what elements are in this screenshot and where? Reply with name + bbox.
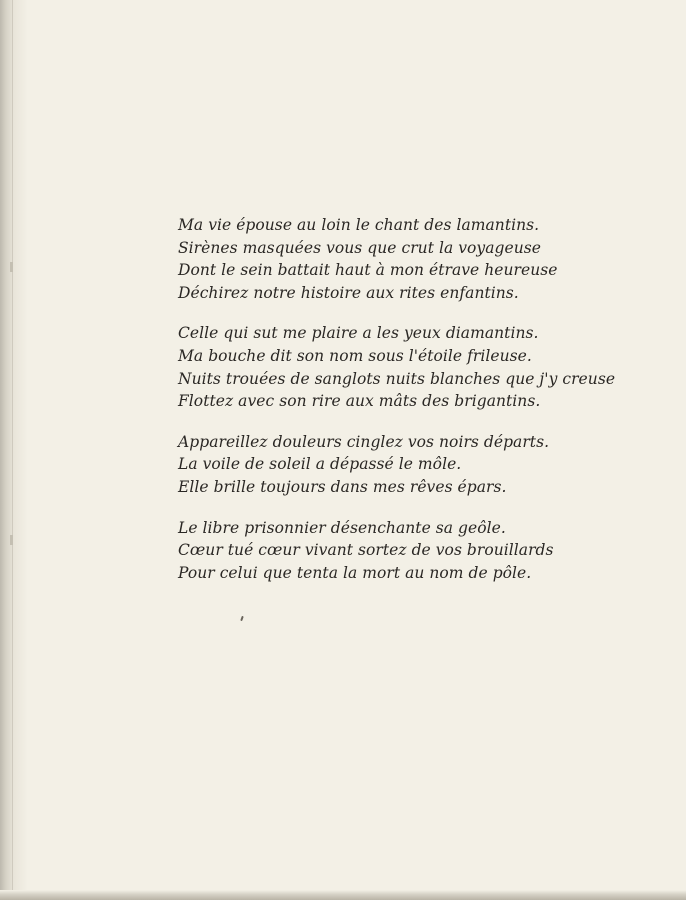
- poem-line: Cœur tué cœur vivant sortez de vos brouillards: [178, 541, 554, 560]
- stanza-4: [178, 517, 618, 585]
- poem-line: Elle brille toujours dans mes rêves épars.: [178, 477, 507, 496]
- gutter-shadow: [0, 0, 28, 900]
- poem-line: Ma vie épouse au loin le chant des lamantins.: [178, 216, 540, 234]
- poem-line: Celle qui sut me plaire a les yeux diamantins.: [178, 324, 539, 343]
- poem-line: Nuits trouées de sanglots nuits blanches que j'y creuse: [178, 369, 616, 388]
- binding-nick: [10, 535, 13, 545]
- stanza-1: [178, 214, 618, 304]
- poem-line: Appareillez douleurs cinglez vos noirs départs.: [178, 432, 550, 451]
- page-bottom-edge: [0, 890, 686, 900]
- poem-line: Le libre prisonnier désenchante sa geôle.: [178, 518, 506, 537]
- poem: [178, 214, 618, 602]
- ink-speck: [240, 616, 244, 621]
- poem-line: Sirènes masquées vous que crut la voyageuse: [178, 238, 541, 257]
- stanza-3: [178, 431, 618, 499]
- poem-line: Flottez avec son rire aux mâts des brigantins.: [178, 392, 541, 411]
- gutter-fold: [12, 0, 13, 900]
- stanza-2: [178, 322, 618, 412]
- poem-line: Déchirez notre histoire aux rites enfantins.: [178, 283, 519, 302]
- poem-line: Pour celui que tenta la mort au nom de pôle.: [178, 563, 532, 582]
- poem-line: Ma bouche dit son nom sous l'étoile frileuse.: [178, 346, 532, 365]
- poem-line: Dont le sein battait haut à mon étrave heureuse: [178, 261, 558, 280]
- binding-nick: [10, 262, 13, 272]
- poem-line: La voile de soleil a dépassé le môle.: [178, 455, 462, 474]
